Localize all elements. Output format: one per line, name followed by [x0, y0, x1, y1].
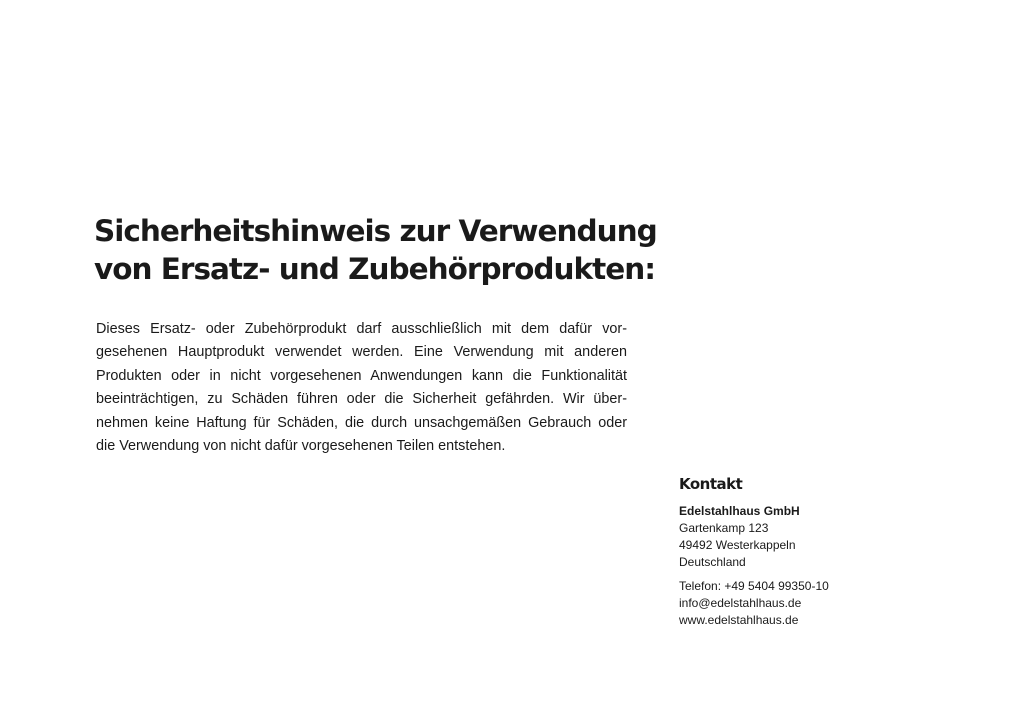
title-line-2: von Ersatz- und Zubehörprodukten:: [94, 252, 656, 286]
body-line: Produkten oder in nicht vorgesehenen Anwendungen kann die Funktionalität: [96, 367, 627, 384]
contact-address: [679, 503, 979, 571]
street-address: Gartenkamp 123: [679, 521, 769, 535]
title-line-1: Sicherheitshinweis zur Verwendung: [94, 214, 657, 248]
body-line: nehmen keine Haftung für Schäden, die durch unsachgemäßen Gebrauch oder: [96, 414, 627, 431]
contact-channels: [679, 578, 979, 629]
phone-number: Telefon: +49 5404 99350-10: [679, 579, 829, 593]
contact-section: [679, 473, 979, 636]
contact-heading: Kontakt: [679, 475, 743, 493]
email-address: info@edelstahlhaus.de: [679, 596, 802, 610]
body-line: beeinträchtigen, zu Schäden führen oder die Sicherheit gefährden. Wir über-: [96, 391, 627, 408]
safety-notice-body: [96, 318, 627, 458]
body-line: die Verwendung von nicht dafür vorgesehenen Teilen entstehen.: [96, 438, 506, 455]
country: Deutschland: [679, 555, 746, 569]
safety-notice-title: [94, 212, 657, 288]
body-line: Dieses Ersatz- oder Zubehörprodukt darf ausschließlich mit dem dafür vor-: [96, 321, 627, 337]
company-name: Edelstahlhaus GmbH: [679, 504, 800, 518]
postal-city: 49492 Westerkappeln: [679, 538, 796, 552]
website-url: www.edelstahlhaus.de: [679, 613, 799, 627]
body-line: gesehenen Hauptprodukt verwendet werden. Eine Verwendung mit anderen: [96, 344, 627, 361]
